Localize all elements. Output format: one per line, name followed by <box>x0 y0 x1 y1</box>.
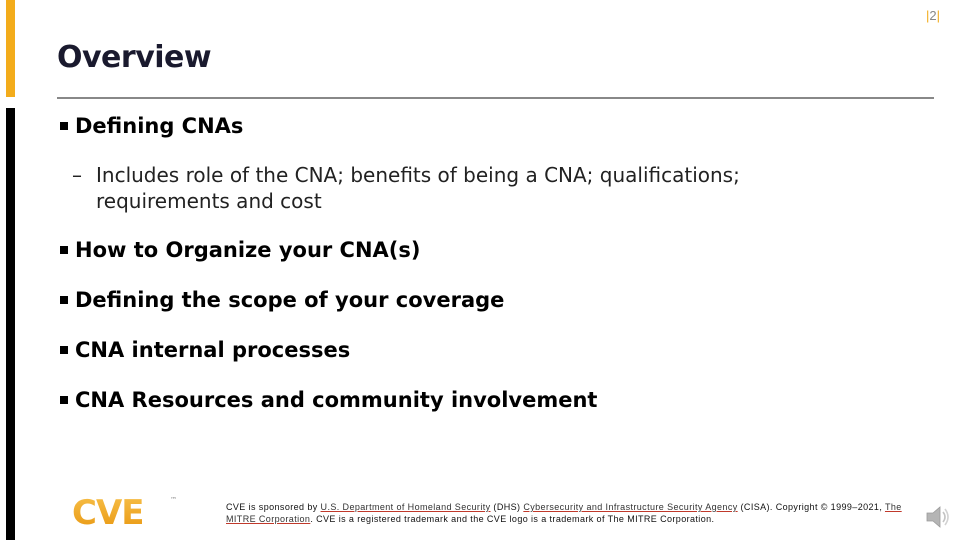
bullet-square-icon <box>60 346 68 354</box>
dhs-link[interactable]: U.S. Department of Homeland Security <box>320 502 491 512</box>
title-divider <box>57 97 934 99</box>
mitre-link[interactable]: The MITRE Corporation <box>226 502 902 524</box>
bullet-item <box>60 338 350 362</box>
slide-title: Overview <box>57 40 212 75</box>
bullet-item <box>60 114 243 138</box>
footer-text: . CVE is a registered trademark and the CVE logo is a trademark of The MITRE Corporation. <box>310 514 715 524</box>
speaker-icon[interactable] <box>924 502 952 532</box>
accent-bar-side <box>6 108 15 540</box>
bullet-item <box>60 238 421 262</box>
logo-text: CVE <box>72 493 144 532</box>
bullet-text: How to Organize your CNA(s) <box>75 238 421 262</box>
cve-logo <box>70 492 180 532</box>
sub-bullet-item <box>60 162 860 214</box>
accent-bar-top <box>6 0 15 97</box>
bullet-text: CNA Resources and community involvement <box>75 388 598 412</box>
footer-text: (CISA). Copyright © 1999–2021, <box>737 502 885 512</box>
trademark-mark: ™ <box>170 496 177 504</box>
bullet-text: Defining the scope of your coverage <box>75 288 505 312</box>
footer-copyright <box>226 501 926 525</box>
bullet-text: Defining CNAs <box>75 114 244 138</box>
footer-text: CVE is sponsored by <box>226 502 321 512</box>
bullet-square-icon <box>60 396 68 404</box>
dash-marker: – <box>72 163 82 187</box>
footer-text: (DHS) <box>490 502 524 512</box>
bullet-item <box>60 288 504 312</box>
sub-bullet-text: Includes role of the CNA; benefits of being a CNA; qualifications; requirements and cost <box>96 163 740 213</box>
bullet-text: CNA internal processes <box>75 338 351 362</box>
bullet-square-icon <box>60 122 68 130</box>
bullet-square-icon <box>60 246 68 254</box>
bullet-square-icon <box>60 296 68 304</box>
cisa-link[interactable]: Cybersecurity and Infrastructure Security Agency <box>523 502 738 512</box>
page-number-value: 2 <box>929 8 937 23</box>
bullet-item <box>60 388 597 412</box>
page-number: |2| <box>925 8 940 23</box>
